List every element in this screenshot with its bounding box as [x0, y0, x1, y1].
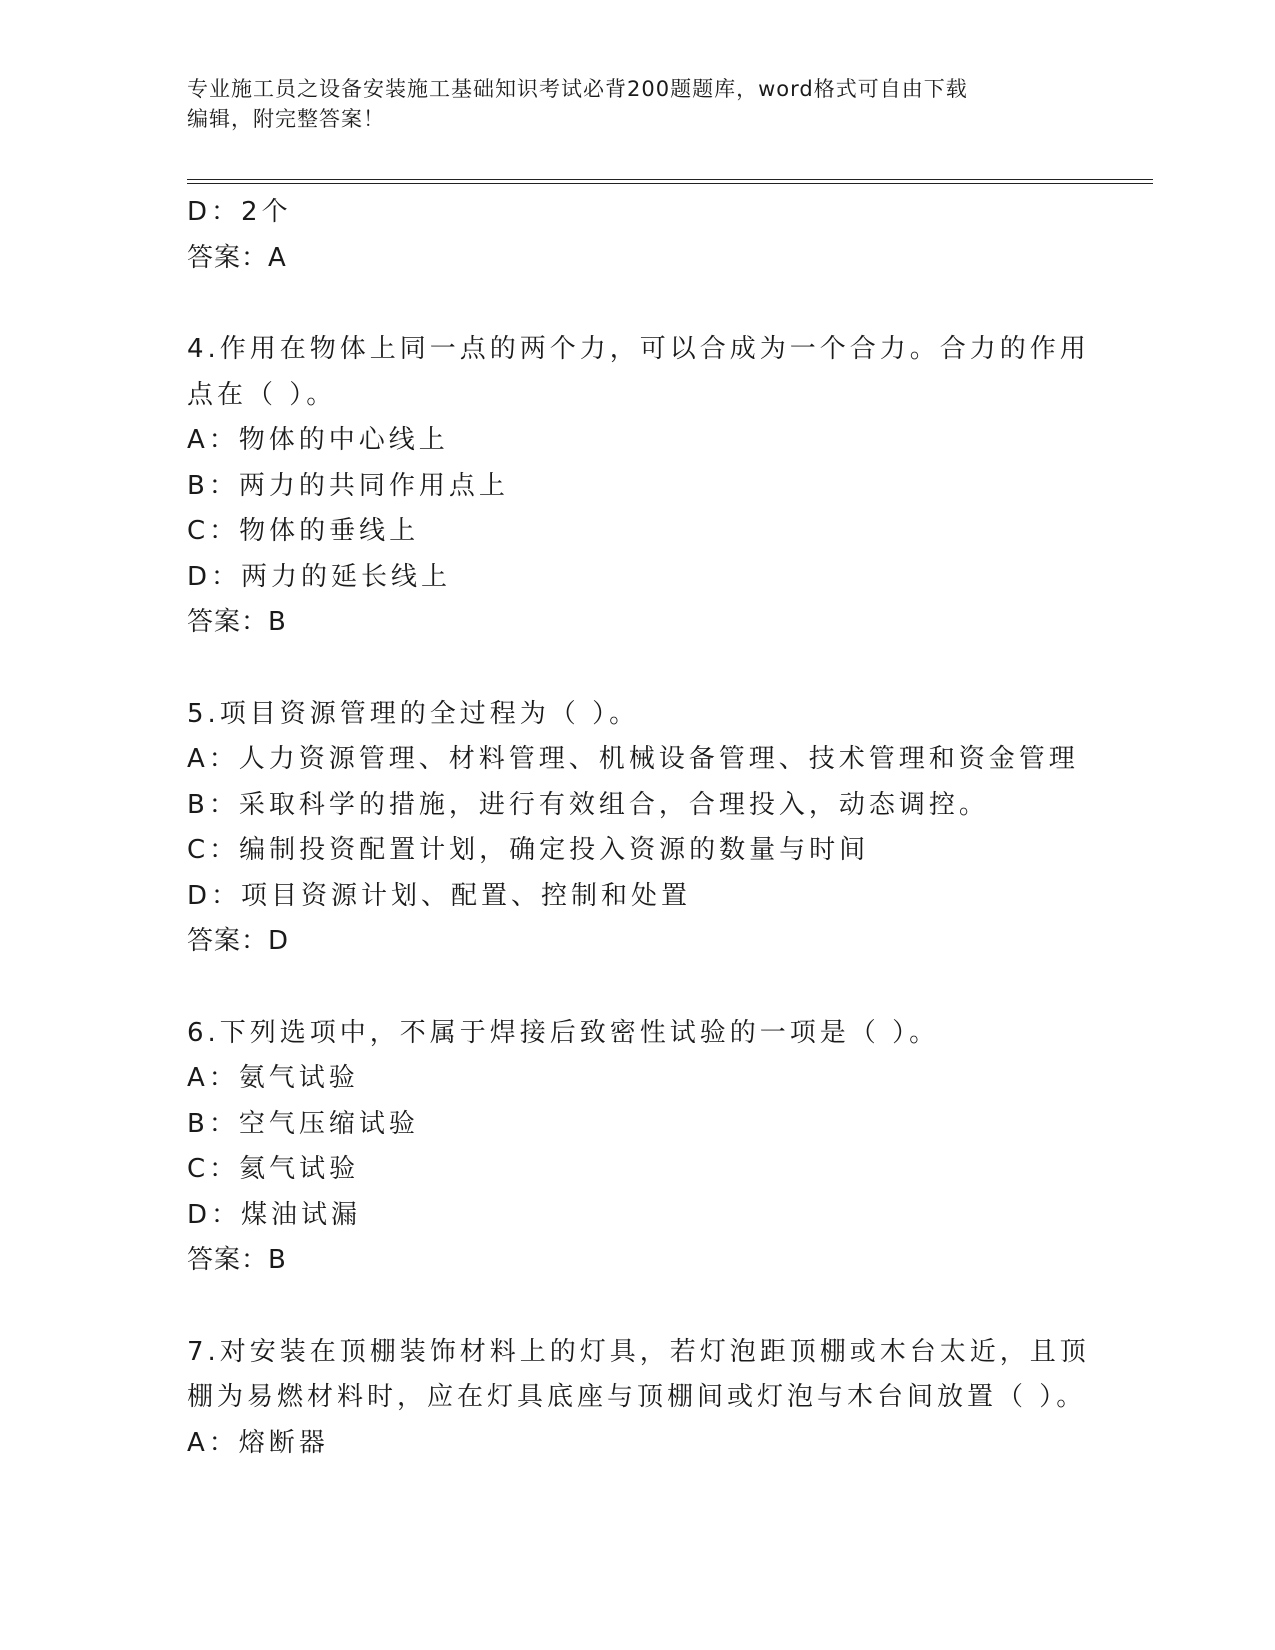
option-a: A：氨气试验 — [187, 1063, 359, 1093]
option-a: A：熔断器 — [187, 1427, 329, 1458]
option-c: C：物体的垂线上 — [187, 516, 420, 546]
answer-line: 答案：A — [187, 242, 287, 273]
question-list — [187, 190, 1090, 1466]
document-header — [187, 74, 1087, 134]
question-stem: 4.作用在物体上同一点的两个力，可以合成为一个合力。合力的作用 — [187, 334, 1090, 364]
question-stem: 棚为易燃材料时，应在灯具底座与顶棚间或灯泡与木台间放置（ ）。 — [187, 1382, 1087, 1412]
answer-line: 答案：B — [187, 607, 287, 637]
option-d: D：2个 — [187, 197, 292, 227]
option-a: A：物体的中心线上 — [187, 425, 449, 455]
option-c: C：编制投资配置计划，确定投入资源的数量与时间 — [187, 835, 870, 865]
question-stem: 6.下列选项中，不属于焊接后致密性试验的一项是（ ）。 — [187, 1017, 940, 1048]
question-stem: 5.项目资源管理的全过程为（ ）。 — [187, 698, 640, 729]
question-4 — [187, 327, 1090, 646]
answer-line: 答案：B — [187, 1245, 287, 1275]
header-divider — [187, 179, 1153, 184]
header-title-line-1: 专业施工员之设备安装施工基础知识考试必背200题题库，word格式可自由下载 — [187, 77, 968, 101]
option-a: A：人力资源管理、材料管理、机械设备管理、技术管理和资金管理 — [187, 744, 1079, 774]
question-stem: 7.对安装在顶棚装饰材料上的灯具，若灯泡距顶棚或木台太近，且顶 — [187, 1336, 1090, 1367]
question-7 — [187, 1330, 1090, 1467]
option-b: B：两力的共同作用点上 — [187, 470, 509, 501]
option-b: B：空气压缩试验 — [187, 1108, 419, 1139]
option-d: D：项目资源计划、配置、控制和处置 — [187, 880, 692, 911]
option-d: D：煤油试漏 — [187, 1199, 362, 1230]
option-c: C：氦气试验 — [187, 1154, 360, 1184]
header-title-line-2: 编辑，附完整答案！ — [187, 107, 385, 131]
option-d: D：两力的延长线上 — [187, 561, 452, 592]
question-stem: 点在（ ）。 — [187, 379, 337, 410]
question-6 — [187, 1011, 1087, 1284]
option-b: B：采取科学的措施，进行有效组合，合理投入，动态调控。 — [187, 789, 989, 820]
answer-line: 答案：D — [187, 926, 290, 956]
question-5 — [187, 692, 1087, 965]
